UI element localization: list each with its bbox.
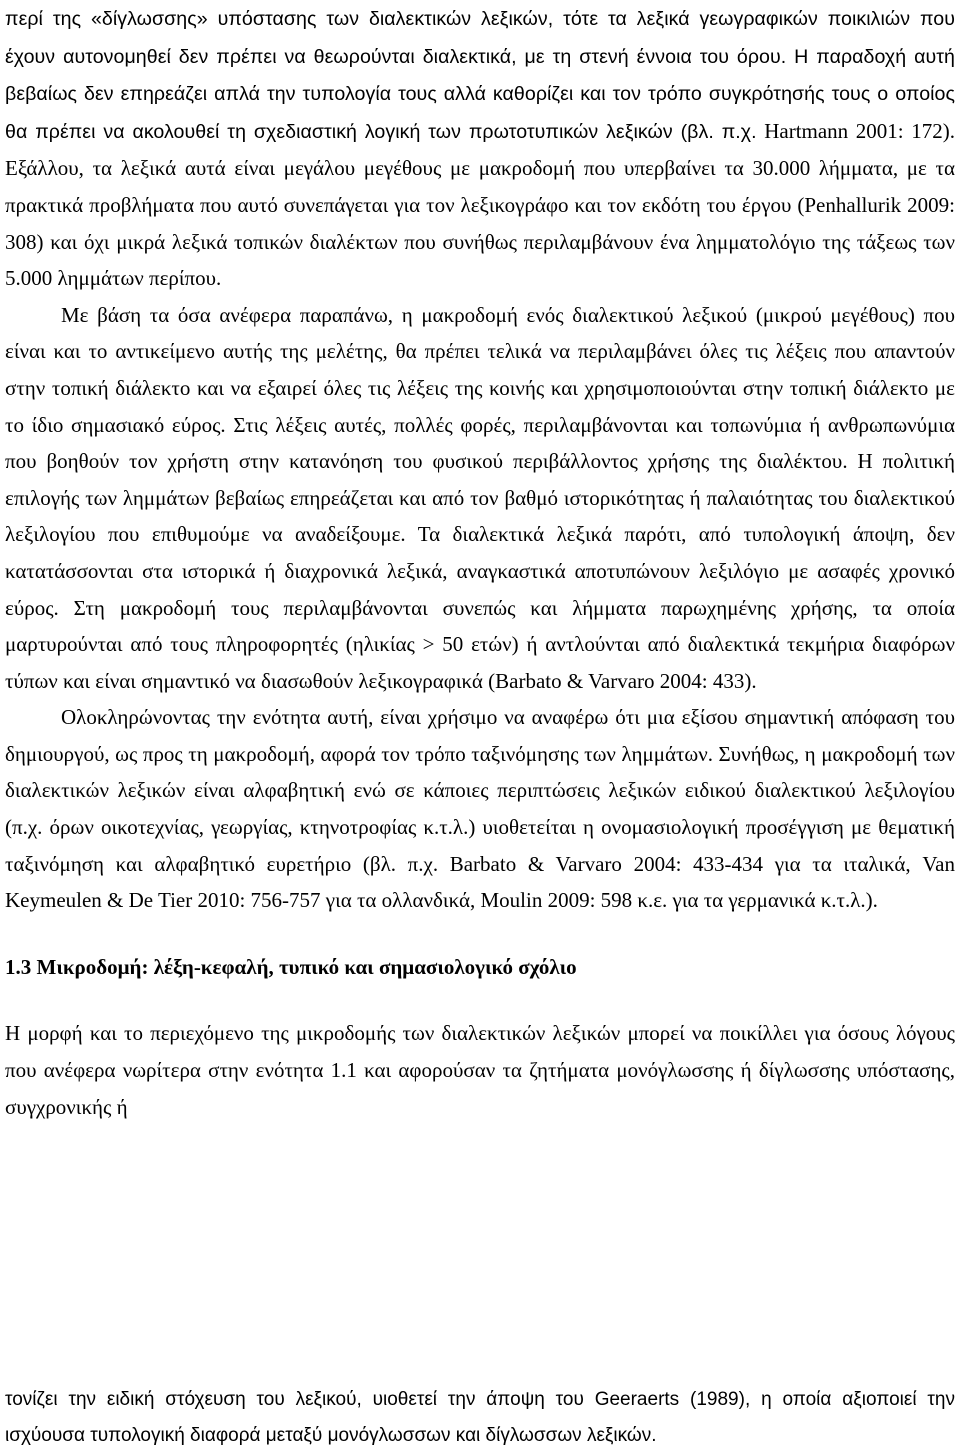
paragraph-microstructure: Η μορφή και το περιεχόμενο της μικροδομής των διαλεκτικών λεξικών μπορεί να ποικίλλει για όσους λόγους που ανέφερα νωρίτερα στην ενότητα 1.1 και αφορούσαν τα ζητήματα μονόγλωσσης ή δίγλωσσης υπόστασης, συγχρονικής ή	[5, 1021, 955, 1119]
section-heading: 1.3 Μικροδομή: λέξη-κεφαλή, τυπικό και σημασιολογικό σχόλιο	[5, 954, 577, 979]
paragraph-continued	[5, 0, 955, 297]
paragraph-sans-run: περί της «δίγλωσσης» υπόστασης των διαλεκτικών λεξικών, τότε τα λεξικά γεωγραφικών ποικιλιών που έχουν αυτονομηθεί δεν πρέπει να θεωρούνται διαλεκτικά, με τη στενή έννοια του όρου. Η παραδοχή αυτή βεβαίως δεν επηρεάζει απλά την τυπολογία τους αλλά καθορίζει και τον τρόπο συγκρότησής τους ο οποίος θα πρέπει να ακολουθεί τη σχεδιαστική λογική των πρωτοτυπικών λεξικών (βλ. π.χ.	[5, 8, 955, 143]
paragraph-ordering: Ολοκληρώνοντας την ενότητα αυτή, είναι χρήσιμο να αναφέρω ότι μια εξίσου σημαντική απόφαση του δημιουργού, ως προς τη μακροδομή, αφορά τον τρόπο ταξινόμησης των λημμάτων. Συνήθως, η μακροδομή των διαλεκτικών λεξικών είναι αλφαβητική ενώ σε κάποιες περιπτώσεις λεξικών ειδικού διαλεκτικού λεξιλογίου (π.χ. όρων οικοτεχνίας, γεωργίας, κτηνοτροφίας κ.τ.λ.) υιοθετείται η ονομασιολογική προσέγγιση με θεματική ταξινόμηση και αλφαβητικό ευρετήριο (βλ. π.χ. Barbato & Varvaro 2004: 433-434 για τα ιταλικά, Van Keymeulen & De Tier 2010: 756-757 για τα ολλανδικά, Moulin 2009: 598 κ.ε. για τα γερμανικά κ.τ.λ.).	[5, 705, 955, 913]
paragraph-serif-run: Hartmann 2001: 172). Εξάλλου, τα λεξικά αυτά είναι μεγάλου μεγέθους με μακροδομή που υπερβαίνει τα 30.000 λήμματα, με τα πρακτικά προβλήματα που αυτό συνεπάγεται για τον λεξικογράφο και τον εκδότη του έργου (Penhallurik 2009: 308) και όχι μικρά λεξικά τοπικών διαλέκτων που συνήθως περιλαμβάνουν ένα λημματολόγιο της τάξεως των 5.000 λημμάτων περίπου.	[5, 118, 956, 291]
footnote-text: τονίζει την ειδική στόχευση του λεξικού, υιοθετεί την άποψη του Geeraerts (1989), η οποία αξιοποιεί την ισχύουσα τυπολογική διαφορά μεταξύ μονόγλωσσων και δίγλωσσων λεξικών.	[5, 1389, 955, 1446]
paragraph-macrostructure: Με βάση τα όσα ανέφερα παραπάνω, η μακροδομή ενός διαλεκτικού λεξικού (μικρού μεγέθους) που είναι και το αντικείμενο αυτής της μελέτης, θα πρέπει τελικά να περιλαμβάνει όλες τις λέξεις που απαντούν στην τοπική διάλεκτο και να εξαιρεί όλες τις λέξεις της κοινής και χρησιμοποιούνται στην τοπική διάλεκτο με το ίδιο σημασιακό εύρος. Στις λέξεις αυτές, πολλές φορές, περιλαμβάνονται και τοπωνύμια ή ανθρωπωνύμια που βοηθούν τον χρήστη στην κατανόηση του φυσικού περιβάλλοντος χρήσης της διαλέκτου. Η πολιτική επιλογής των λημμάτων βεβαίως επηρεάζεται και από τον βαθμό ιστορικότητας ή παλαιότητας του διαλεκτικού λεξιλογίου που επιθυμούμε να αναδείξουμε. Τα διαλεκτικά λεξικά παρότι, από τυπολογική άποψη, δεν κατατάσσονται στα ιστορικά ή διαχρονικά λεξικά, αναγκαστικά αποτυπώνουν λεξιλόγιο με ασαφές χρονικό εύρος. Στη μακροδομή τους περιλαμβάνονται συνεπώς και λήμματα παρωχημένης χρήσης, τα οποία μαρτυρούνται από τους πληροφορητές (ηλικίας > 50 ετών) ή αντλούνται από διαλεκτικά τεκμήρια διαφόρων τύπων και είναι σημαντικό να διασωθούν λεξικογραφικά (Barbato & Varvaro 2004: 433).	[5, 302, 955, 693]
document-page	[5, 0, 955, 1125]
